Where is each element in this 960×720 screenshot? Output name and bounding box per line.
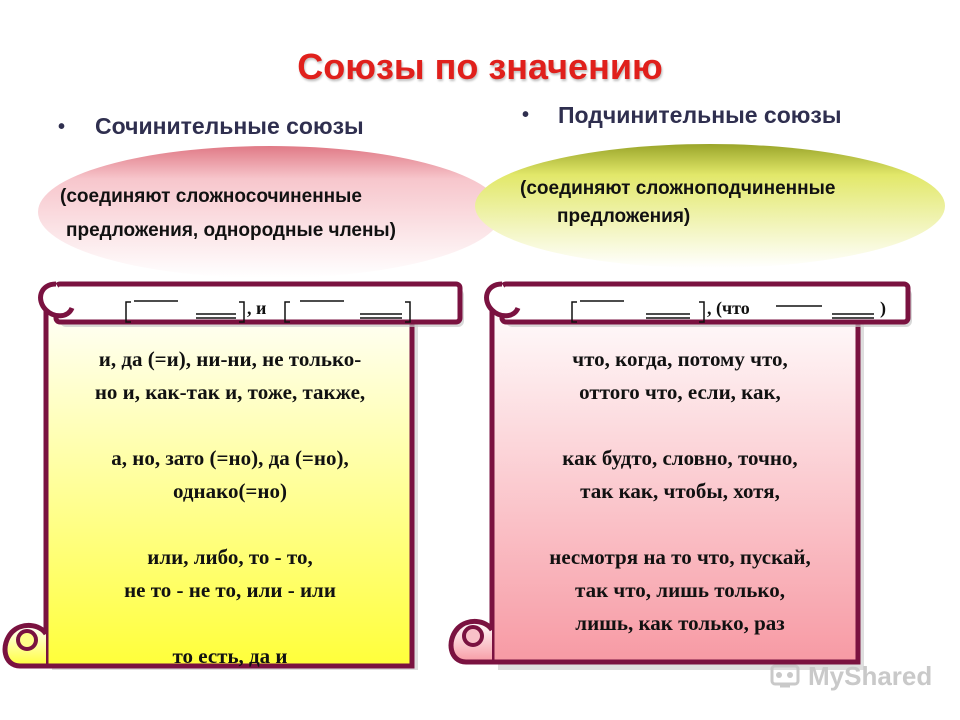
desc-left-line2: предложения, однородные члены) [66, 220, 396, 241]
list-item: что, когда, потому что, [572, 347, 788, 371]
list-item: но и, как-так и, тоже, также, [94, 380, 366, 404]
list-item: не то - не то, или - или [124, 578, 336, 602]
left-scheme-label: , и [247, 298, 267, 318]
right-scheme-label: , (что [707, 298, 750, 318]
heading-subordinating: Подчинительные союзы [558, 102, 842, 128]
list-item: однако(=но) [173, 479, 287, 503]
list-item: как будто, словно, точно, [562, 446, 798, 470]
desc-right-line1: (соединяют сложноподчиненные [520, 178, 836, 199]
right-scheme-end: ) [880, 298, 886, 318]
list-item: несмотря на то что, пускай, [549, 545, 811, 569]
bullet-right: • [522, 104, 530, 126]
list-item: так что, лишь только, [575, 578, 785, 602]
left-conjunction-list [50, 343, 410, 673]
list-item: и, да (=и), ни-ни, не только- [98, 347, 362, 371]
list-item: оттого что, если, как, [579, 380, 781, 404]
list-item: так как, чтобы, хотя, [580, 479, 780, 503]
list-item: лишь, как только, раз [575, 611, 785, 635]
right-conjunction-list [496, 343, 864, 640]
list-item: или, либо, то - то, [147, 545, 313, 569]
watermark-text: MyShared [808, 661, 933, 691]
list-item: а, но, зато (=но), да (=но), [111, 446, 349, 470]
list-item: то есть, да и [172, 644, 288, 668]
watermark-logo-icon [768, 660, 804, 692]
desc-left-line1: (соединяют сложносочиненные [60, 186, 362, 207]
heading-coordinating: Сочинительные союзы [95, 113, 364, 139]
bullet-left: • [58, 116, 66, 138]
page-title: Союзы по значению [297, 46, 663, 87]
desc-right-line2: предложения) [557, 206, 691, 227]
